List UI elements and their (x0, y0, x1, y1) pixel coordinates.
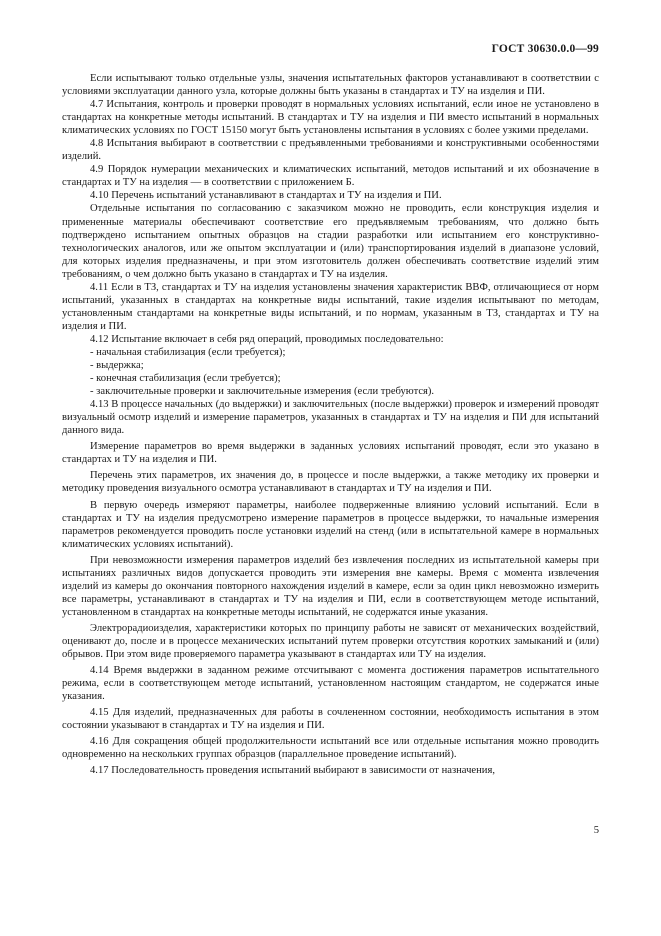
paragraph-4-7: 4.7 Испытания, контроль и проверки проводят в нормальных условиях испытаний, если иное не установлено в стандартах на конкретные методы испытаний. В стандартах и ТУ на изделия и ПИ вместо испытаний в нормальных климатических условиях по ГОСТ 15150 могут быть установлены испытания в условиях с более узкими пределами. (62, 99, 599, 137)
paragraph-4-10: 4.10 Перечень испытаний устанавливают в стандартах и ТУ на изделия и ПИ. (90, 190, 442, 202)
paragraph: Электрорадиоизделия, характеристики которых по принципу работы не зависят от механических воздействий, оценивают до, после и в процессе механических испытаний путем проверки отсутствия коротких замыканий и (или) обрывов. При этом виде проверяемого параметра указывают в стандартах или ТУ на изделия. (62, 622, 599, 661)
paragraph: Если испытывают только отдельные узлы, значения испытательных факторов устанавливают в соответствии с условиями эксплуатации данного узла, которые должны быть указаны в стандартах и ТУ на изделия и ПИ. (62, 73, 599, 98)
paragraph-4-8: 4.8 Испытания выбирают в соответствии с предъявленными требованиями и конструктивными особенностями изделий. (62, 138, 599, 163)
list-item: - заключительные проверки и заключительные измерения (если требуются). (90, 386, 435, 398)
document-body (62, 72, 599, 777)
operations-list (62, 346, 599, 398)
paragraph-4-15: 4.15 Для изделий, предназначенных для работы в сочлененном состоянии, необходимость испытания в этом состоянии указывают в стандартах и ТУ на изделия и ПИ. (62, 707, 599, 732)
paragraph-4-12: 4.12 Испытание включает в себя ряд операций, проводимых последовательно: (90, 333, 444, 345)
paragraph: Перечень этих параметров, их значения до, в процессе и после выдержки, а также методику их проверки и методику проведения визуального осмотра устанавливают в стандартах и ТУ на изделия и ПИ. (62, 470, 599, 495)
list-item: - конечная стабилизация (если требуется); (90, 373, 281, 385)
paragraph-4-13: 4.13 В процессе начальных (до выдержки) и заключительных (после выдержки) проверок и измерений проводят визуальный осмотр изделий и измерение параметров, указанных в стандартах и ТУ на изделия и ПИ для испытаний данного вида. (62, 399, 599, 437)
document-header-code: ГОСТ 30630.0.0—99 (491, 43, 599, 55)
paragraph-4-16: 4.16 Для сокращения общей продолжительности испытаний все или отдельные испытания можно проводить одновременно на нескольких группах образцов (параллельное проведение испытаний). (62, 736, 599, 761)
paragraph: Измерение параметров во время выдержки в заданных условиях испытаний проводят, если это указано в стандартах и ТУ на изделия и ПИ. (62, 441, 599, 466)
list-item: - начальная стабилизация (если требуется); (90, 346, 286, 358)
list-item: - выдержка; (90, 360, 144, 372)
paragraph: В первую очередь измеряют параметры, наиболее подверженные влиянию условий испытаний. Если в стандартах и ТУ на изделия предусмотрено измерение параметров в процессе выдержки, то начальные измерения параметров рекомендуется проводить после установки изделий на стенд (или в испытательной камере в нормальных климатических условиях испытаний). (62, 499, 599, 550)
page-number: 5 (593, 825, 599, 836)
paragraph: При невозможности измерения параметров изделий без извлечения последних из испытательной камеры при испытаниях различных видов допускается проводить эти измерения вне камеры. Время с момента извлечения изделий из камеры до окончания повторного нахождения изделий в камере, если за один цикл невозможно измерить все параметры, устанавливают в стандартах и ТУ на изделия и ПИ, если в соответствующем методе испытаний, установленном в стандартах на конкретные методы испытаний, не содержатся иные указания. (62, 554, 599, 618)
paragraph-4-17: 4.17 Последовательность проведения испытаний выбирают в зависимости от назначения, (90, 765, 495, 777)
paragraph-4-9: 4.9 Порядок нумерации механических и климатических испытаний, методов испытаний и их обозначение в стандартах и ТУ на изделия — в соответствии с приложением Б. (62, 164, 599, 189)
paragraph-4-14: 4.14 Время выдержки в заданном режиме отсчитывают с момента достижения параметров испытательного режима, если в соответствующем методе испытаний, установленном настоящим стандартом, не содержатся иные указания. (62, 665, 599, 703)
paragraph-4-11: 4.11 Если в ТЗ, стандартах и ТУ на изделия установлены значения характеристик ВВФ, отличающиеся от норм испытаний, указанных в стандартах на конкретные виды испытаний, такие изделия испытывают по методам, установленным стандартами на конкретные виды испытаний, и по нормам, указанным в ТЗ, стандартах и ТУ на изделия и ПИ. (62, 281, 599, 332)
paragraph: Отдельные испытания по согласованию с заказчиком можно не проводить, если конструкция изделия и примененные материалы обеспечивают соответствие его предъявляемым требованиям, что должно быть подтверждено испытанием опытных образцов на стадии разработки или испытанием его конструктивно-технологических аналогов, или же опытом эксплуатации и (или) транспортирования изделий в диапазоне условий, для которых изделия предназначены, и при этом изготовитель должен обеспечивать соответствие изделий этим требованиям, о чем должно быть указано в стандартах и ТУ на изделия. (62, 203, 599, 280)
